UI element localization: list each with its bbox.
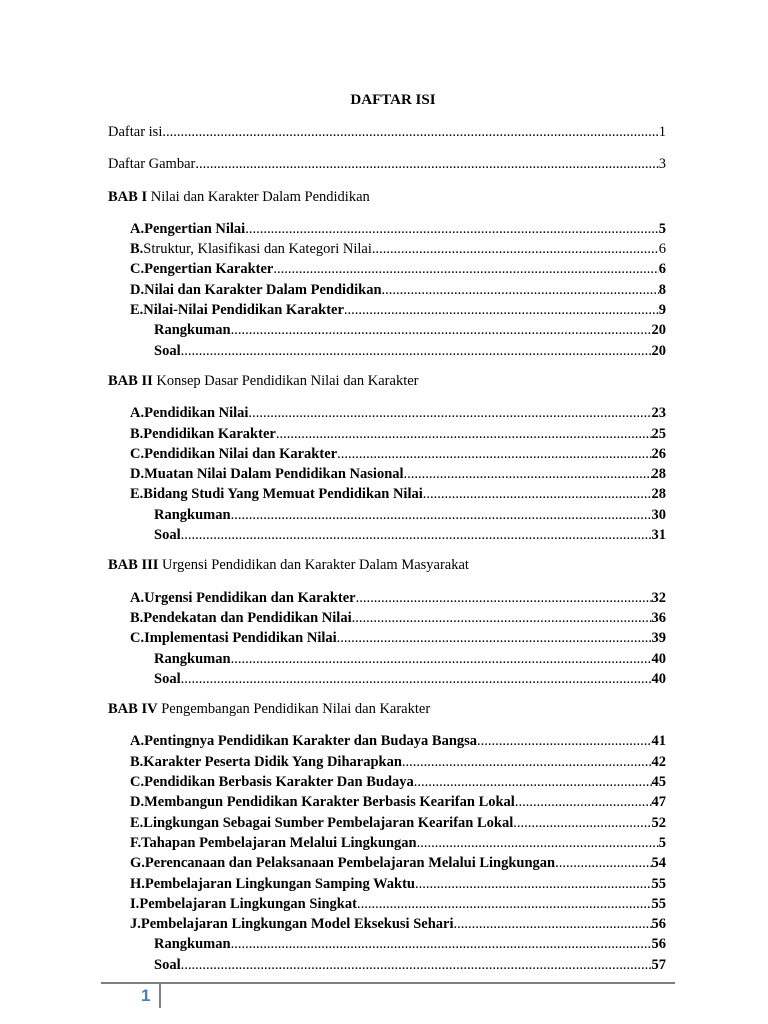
entry-marker: D. xyxy=(130,466,145,483)
entry-title: Nilai dan Karakter Dalam Pendidikan xyxy=(144,281,382,298)
chapter-heading xyxy=(108,187,666,207)
entry-title: Pendidikan Nilai dan Karakter xyxy=(144,445,338,462)
chapter-name: Urgensi Pendidikan dan Karakter Dalam Masyarakat xyxy=(158,557,469,574)
dot-leader xyxy=(245,219,659,239)
entry-page-number: 45 xyxy=(651,774,666,791)
footer-page-number: 1 xyxy=(141,986,151,1005)
toc-entry xyxy=(130,280,666,300)
toc-entry xyxy=(130,955,666,975)
toc-entry xyxy=(130,792,666,812)
toc-entry xyxy=(130,894,666,914)
entry-marker: A. xyxy=(130,220,145,237)
entry-page-number: 23 xyxy=(651,405,666,422)
dot-leader xyxy=(181,955,652,975)
entry-page-number: 40 xyxy=(651,650,666,667)
entry-page-number: 5 xyxy=(658,834,666,851)
dot-leader xyxy=(276,424,652,444)
entry-title: Rangkuman xyxy=(154,322,231,339)
entry-page-number: 28 xyxy=(651,486,666,503)
entry-page-number: 1 xyxy=(658,124,666,140)
entry-page-number: 20 xyxy=(651,342,666,359)
footer-divider xyxy=(159,984,161,1008)
entry-title: Struktur, Klasifikasi dan Kategori Nilai xyxy=(143,241,372,258)
entry-title: Pentingnya Pendidikan Karakter dan Budaya Bangsa xyxy=(144,733,478,750)
toc-entry xyxy=(130,219,666,239)
toc-entry xyxy=(130,588,666,608)
entry-page-number: 6 xyxy=(658,241,666,258)
toc-entry xyxy=(130,874,666,894)
toc-entry xyxy=(130,731,666,751)
entry-page-number: 32 xyxy=(651,589,666,606)
page-title: DAFTAR ISI xyxy=(350,92,436,108)
dot-leader xyxy=(404,464,652,484)
toc-entry xyxy=(130,341,666,361)
toc-entry xyxy=(130,424,666,444)
dot-leader xyxy=(195,154,658,174)
entry-marker: C. xyxy=(130,261,145,278)
entry-title: Rangkuman xyxy=(154,506,231,523)
entry-title: Rangkuman xyxy=(154,650,231,667)
entry-title: Pembelajaran Lingkungan Samping Waktu xyxy=(144,875,415,892)
toc-entry xyxy=(130,833,666,853)
toc-entry xyxy=(130,259,666,279)
chapter-number: BAB I xyxy=(108,188,148,205)
toc-entry xyxy=(130,752,666,772)
chapter-name: Nilai dan Karakter Dalam Pendidikan xyxy=(147,188,370,205)
dot-leader xyxy=(231,649,652,669)
entry-title: Karakter Peserta Didik Yang Diharapkan xyxy=(143,753,402,770)
chapter-number: BAB II xyxy=(108,372,153,389)
entry-marker: B. xyxy=(130,425,144,442)
entry-marker: E. xyxy=(130,302,144,319)
toc-entry xyxy=(130,464,666,484)
entry-title: Rangkuman xyxy=(154,936,231,953)
entry-marker: I. xyxy=(130,895,140,912)
chapter-items xyxy=(130,219,666,361)
entry-page-number: 55 xyxy=(651,875,666,892)
entry-title: Pembelajaran Lingkungan Singkat xyxy=(139,895,357,912)
entry-page-number: 41 xyxy=(651,733,666,750)
toc-entry xyxy=(130,403,666,423)
entry-marker: E. xyxy=(130,814,144,831)
dot-leader xyxy=(515,792,652,812)
entry-title: Implementasi Pendidikan Nilai xyxy=(144,630,337,647)
entry-title: Soal xyxy=(154,670,181,687)
dot-leader xyxy=(382,280,659,300)
dot-leader xyxy=(344,300,659,320)
dot-leader xyxy=(181,669,652,689)
entry-marker: D. xyxy=(130,794,145,811)
entry-page-number: 25 xyxy=(651,425,666,442)
entry-marker: A. xyxy=(130,405,145,422)
entry-page-number: 52 xyxy=(651,814,666,831)
entry-title: Pengertian Nilai xyxy=(144,220,246,237)
toc-entry xyxy=(130,608,666,628)
dot-leader xyxy=(415,874,652,894)
entry-page-number: 40 xyxy=(651,670,666,687)
entry-title: Nilai-Nilai Pendidikan Karakter xyxy=(143,302,344,319)
chapter-heading xyxy=(108,699,666,719)
dot-leader xyxy=(453,914,651,934)
toc-entry xyxy=(130,505,666,525)
chapter-heading xyxy=(108,555,666,575)
toc-entry xyxy=(108,154,666,174)
table-of-contents xyxy=(108,122,666,985)
footer-rule xyxy=(101,982,675,984)
dot-leader xyxy=(181,341,652,361)
dot-leader xyxy=(181,525,652,545)
entry-title: Soal xyxy=(154,342,181,359)
toc-entry xyxy=(130,444,666,464)
entry-page-number: 39 xyxy=(651,630,666,647)
entry-marker: C. xyxy=(130,774,145,791)
entry-page-number: 36 xyxy=(651,609,666,626)
entry-page-number: 56 xyxy=(651,936,666,953)
dot-leader xyxy=(231,505,652,525)
entry-page-number: 42 xyxy=(651,753,666,770)
entry-page-number: 28 xyxy=(651,466,666,483)
chapter-items xyxy=(130,403,666,545)
entry-page-number: 30 xyxy=(651,506,666,523)
entry-marker: A. xyxy=(130,733,145,750)
dot-leader xyxy=(372,239,659,259)
dot-leader xyxy=(477,731,651,751)
entry-marker: F. xyxy=(130,834,142,851)
dot-leader xyxy=(231,320,652,340)
entry-marker: B. xyxy=(130,609,144,626)
entry-title: Pengertian Karakter xyxy=(144,261,274,278)
entry-title: Pendekatan dan Pendidikan Nilai xyxy=(143,609,352,626)
entry-marker: D. xyxy=(130,281,145,298)
entry-page-number: 54 xyxy=(651,855,666,872)
dot-leader xyxy=(352,608,652,628)
dot-leader xyxy=(414,772,652,792)
entry-page-number: 5 xyxy=(658,220,666,237)
dot-leader xyxy=(513,813,651,833)
dot-leader xyxy=(555,853,651,873)
toc-entry xyxy=(108,122,666,142)
entry-title: Daftar isi xyxy=(108,124,163,140)
entry-title: Perencanaan dan Pelaksanaan Pembelajaran Melalui Lingkungan xyxy=(144,855,556,872)
entry-marker: B. xyxy=(130,753,144,770)
toc-entry xyxy=(130,772,666,792)
chapter-name: Pengembangan Pendidikan Nilai dan Karakter xyxy=(157,701,431,718)
entry-title: Soal xyxy=(154,527,181,544)
entry-title: Bidang Studi Yang Memuat Pendidikan Nilai xyxy=(143,486,423,503)
toc-entry xyxy=(130,320,666,340)
dot-leader xyxy=(248,403,651,423)
entry-title: Pendidikan Berbasis Karakter Dan Budaya xyxy=(144,774,414,791)
toc-entry xyxy=(130,853,666,873)
toc-entry xyxy=(130,934,666,954)
entry-title: Urgensi Pendidikan dan Karakter xyxy=(144,589,356,606)
toc-entry xyxy=(130,813,666,833)
chapter-items xyxy=(130,731,666,975)
toc-entry xyxy=(130,239,666,259)
entry-title: Daftar Gambar xyxy=(108,156,196,173)
dot-leader xyxy=(231,934,652,954)
entry-title: Muatan Nilai Dalam Pendidikan Nasional xyxy=(144,466,404,483)
entry-marker: C. xyxy=(130,630,145,647)
toc-entry xyxy=(130,628,666,648)
entry-page-number: 20 xyxy=(651,322,666,339)
entry-marker: A. xyxy=(130,589,145,606)
entry-page-number: 9 xyxy=(658,302,666,319)
dot-leader xyxy=(417,833,659,853)
entry-marker: E. xyxy=(130,486,144,503)
entry-title: Pembelajaran Lingkungan Model Eksekusi Sehari xyxy=(140,916,454,933)
entry-marker: J. xyxy=(130,916,141,933)
entry-page-number: 55 xyxy=(651,895,666,912)
entry-page-number: 3 xyxy=(658,156,666,173)
chapter-number: BAB IV xyxy=(108,701,158,718)
entry-marker: G. xyxy=(130,855,145,872)
dot-leader xyxy=(162,122,658,142)
entry-title: Membangun Pendidikan Karakter Berbasis Kearifan Lokal xyxy=(144,794,515,811)
entry-marker: B. xyxy=(130,241,144,258)
entry-title: Tahapan Pembelajaran Melalui Lingkungan xyxy=(141,834,417,851)
entry-title: Pendidikan Karakter xyxy=(143,425,276,442)
dot-leader xyxy=(402,752,652,772)
entry-title: Soal xyxy=(154,956,181,973)
chapter-items xyxy=(130,588,666,689)
toc-entry xyxy=(130,669,666,689)
toc-entry xyxy=(130,484,666,504)
entry-page-number: 57 xyxy=(651,956,666,973)
toc-entry xyxy=(130,525,666,545)
entry-page-number: 26 xyxy=(651,445,666,462)
dot-leader xyxy=(337,444,651,464)
entry-page-number: 56 xyxy=(651,916,666,933)
entry-page-number: 8 xyxy=(658,281,666,298)
dot-leader xyxy=(337,628,652,648)
toc-entry xyxy=(130,649,666,669)
toc-entry xyxy=(130,300,666,320)
dot-leader xyxy=(273,259,658,279)
entry-page-number: 47 xyxy=(651,794,666,811)
entry-page-number: 6 xyxy=(658,261,666,278)
dot-leader xyxy=(357,894,652,914)
dot-leader xyxy=(423,484,652,504)
chapter-name: Konsep Dasar Pendidikan Nilai dan Karakter xyxy=(152,372,419,389)
entry-marker: C. xyxy=(130,445,145,462)
entry-title: Lingkungan Sebagai Sumber Pembelajaran Kearifan Lokal xyxy=(143,814,514,831)
entry-page-number: 31 xyxy=(651,527,666,544)
toc-entry xyxy=(130,914,666,934)
entry-title: Pendidikan Nilai xyxy=(144,405,249,422)
entry-marker: H. xyxy=(130,875,145,892)
chapter-heading xyxy=(108,371,666,391)
dot-leader xyxy=(356,588,652,608)
chapter-number: BAB III xyxy=(108,557,159,574)
